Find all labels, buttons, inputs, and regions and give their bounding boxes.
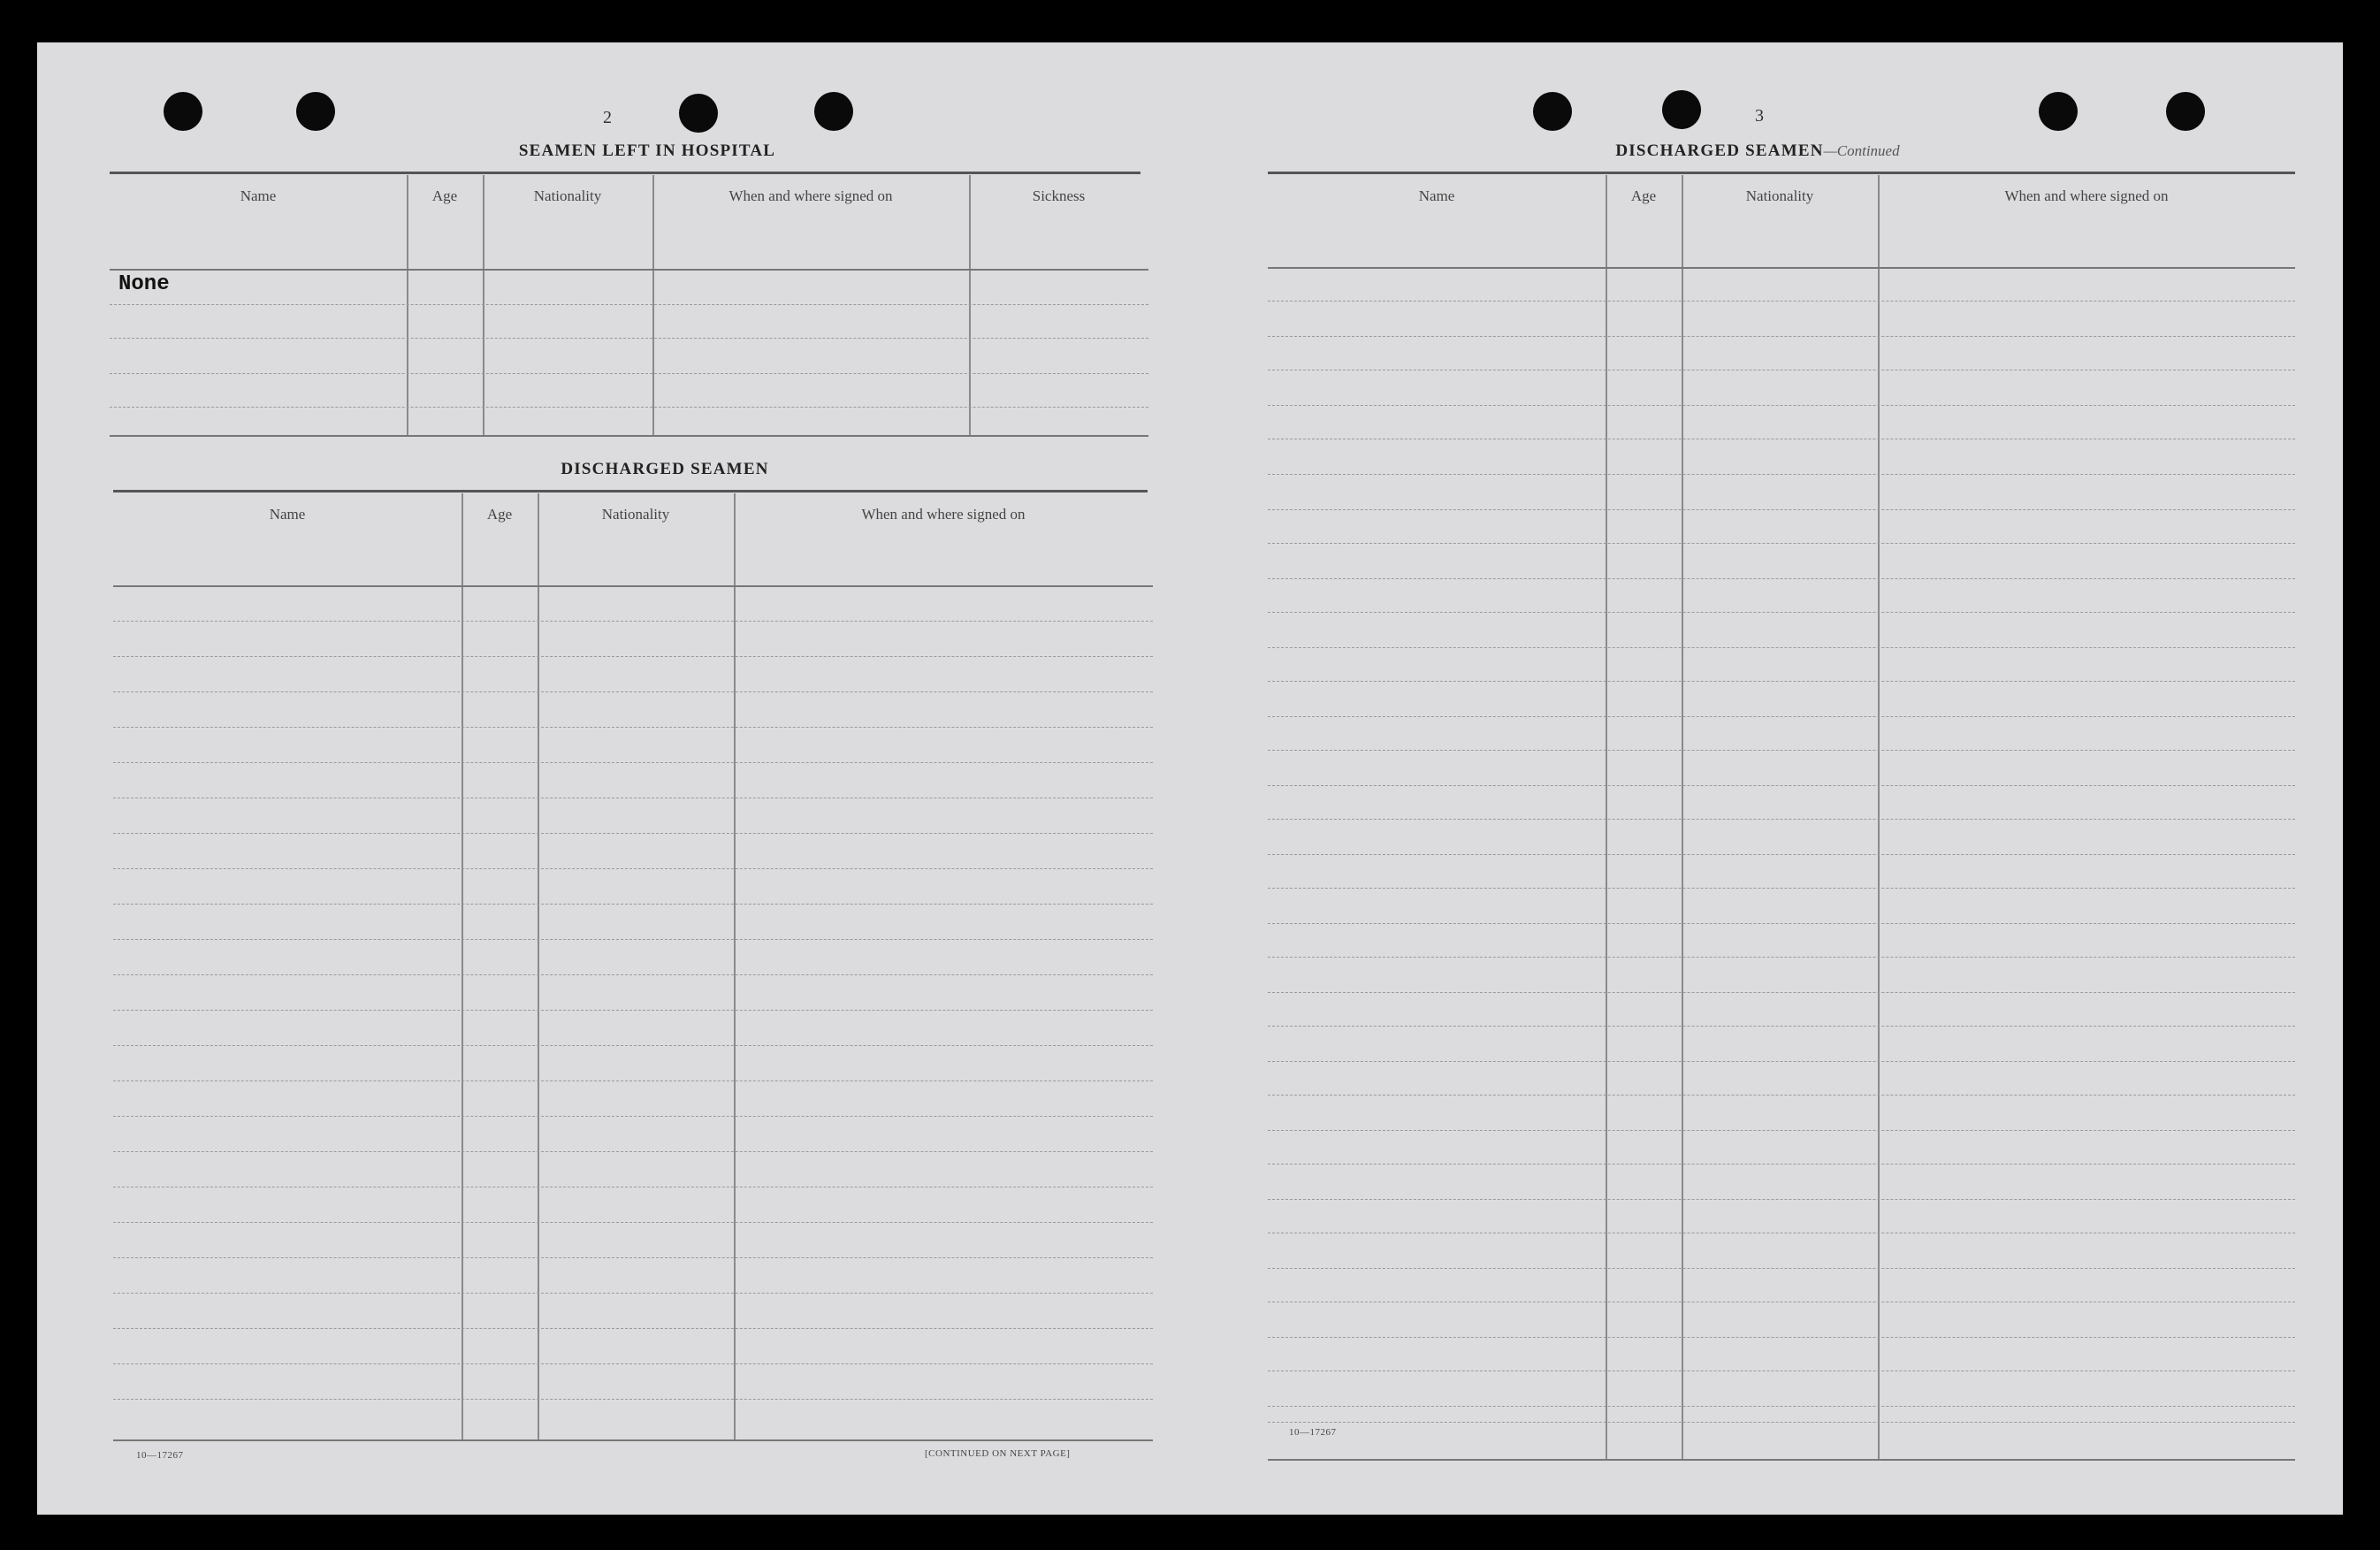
header-row-rule: [110, 269, 1148, 271]
binder-hole: [679, 94, 718, 133]
form-number-right: 10—17267: [1289, 1427, 1337, 1438]
page-number-right: 3: [1755, 106, 1764, 126]
column-divider: [969, 175, 971, 435]
binder-hole: [164, 92, 202, 131]
continued-suffix: —Continued: [1823, 142, 1900, 159]
table-row-line: [113, 1010, 1153, 1011]
table-row-line: [1268, 750, 2295, 751]
table-row-line: [1268, 992, 2295, 993]
column-divider: [1682, 175, 1683, 1459]
discharged-continued-title-text: DISCHARGED SEAMEN: [1615, 141, 1824, 160]
table-row-line: [113, 904, 1153, 905]
column-header-nationality: Nationality: [533, 187, 602, 204]
table-row-line: [1268, 1406, 2295, 1407]
table-row-line: [113, 1399, 1153, 1400]
table-row-line: [113, 868, 1153, 869]
column-divider: [734, 493, 736, 1439]
column-divider: [1878, 175, 1880, 1459]
table-row-line: [113, 1045, 1153, 1046]
column-header-nationality: Nationality: [601, 506, 670, 523]
table-row-line: [1268, 543, 2295, 544]
column-header-signed-on: When and where signed on: [861, 506, 1026, 523]
binder-hole: [1662, 90, 1701, 129]
discharged-top-rule: [113, 490, 1148, 492]
column-divider: [483, 175, 484, 435]
column-header-nationality: Nationality: [1745, 187, 1814, 204]
table-row-line: [1268, 785, 2295, 786]
hospital-entry-none: None: [118, 272, 170, 296]
table-row-line: [113, 1116, 1153, 1117]
table-row-line: [1268, 1061, 2295, 1062]
hospital-section-title: SEAMEN LEFT IN HOSPITAL: [518, 141, 776, 160]
table-row-line: [113, 1328, 1153, 1329]
discharged-table-left: [113, 493, 1153, 1484]
table-row-line: [1268, 612, 2295, 613]
page-number-left: 2: [603, 108, 612, 127]
table-row-line: [1268, 474, 2295, 475]
table-row-line: [1268, 509, 2295, 510]
discharged-table-right: [1268, 175, 2295, 1466]
column-header-signed-on: When and where signed on: [2004, 187, 2169, 204]
manifest-sheet: [37, 42, 2343, 1515]
table-row-line: [110, 373, 1148, 374]
table-row-line: [113, 691, 1153, 692]
table-row-line: [113, 1151, 1153, 1152]
table-row-line: [113, 762, 1153, 763]
table-row-line: [1268, 923, 2295, 924]
table-row-line: [113, 939, 1153, 940]
table-row-line: [110, 304, 1148, 305]
table-row-line: [1268, 854, 2295, 855]
column-divider: [462, 493, 463, 1439]
form-number-left: 10—17267: [136, 1450, 184, 1461]
column-header-name: Name: [269, 506, 306, 523]
binder-hole: [814, 92, 853, 131]
binder-hole: [1533, 92, 1572, 131]
table-bottom-rule: [1268, 1459, 2295, 1461]
table-row-line: [113, 727, 1153, 728]
column-header-name: Name: [240, 187, 277, 204]
table-row-line: [1268, 647, 2295, 648]
table-row-line: [113, 1293, 1153, 1294]
table-row-line: [113, 656, 1153, 657]
table-row-line: [113, 1363, 1153, 1364]
column-header-age: Age: [431, 187, 458, 204]
table-row-line: [1268, 819, 2295, 820]
binder-hole: [296, 92, 335, 131]
table-row-line: [1268, 336, 2295, 337]
binder-hole: [2039, 92, 2078, 131]
discharged-continued-top-rule: [1268, 172, 2295, 174]
continued-note: [CONTINUED ON NEXT PAGE]: [925, 1448, 1071, 1459]
table-row-line: [1268, 1268, 2295, 1269]
table-row-line: [1268, 1422, 2295, 1423]
column-header-age: Age: [1630, 187, 1657, 204]
table-row-line: [1268, 578, 2295, 579]
table-bottom-rule: [110, 435, 1148, 437]
table-row-line: [1268, 301, 2295, 302]
hospital-top-rule: [110, 172, 1140, 174]
hospital-table: [110, 175, 1148, 437]
binder-hole: [2166, 92, 2205, 131]
column-divider: [407, 175, 408, 435]
table-row-line: [1268, 957, 2295, 958]
table-row-line: [110, 338, 1148, 339]
column-header-sickness: Sickness: [1032, 187, 1086, 204]
table-row-line: [110, 407, 1148, 408]
table-row-line: [1268, 1095, 2295, 1096]
column-header-signed-on: When and where signed on: [728, 187, 893, 204]
table-row-line: [113, 1080, 1153, 1081]
table-row-line: [113, 833, 1153, 834]
column-header-age: Age: [486, 506, 513, 523]
discharged-continued-title: [1484, 141, 2032, 161]
column-divider: [538, 493, 539, 1439]
table-row-line: [1268, 1130, 2295, 1131]
table-row-line: [1268, 1337, 2295, 1338]
table-bottom-rule: [113, 1439, 1153, 1441]
column-divider: [1606, 175, 1607, 1459]
table-row-line: [113, 1257, 1153, 1258]
header-row-rule: [1268, 267, 2295, 269]
discharged-section-title: DISCHARGED SEAMEN: [561, 460, 769, 478]
table-row-line: [1268, 681, 2295, 682]
table-row-line: [1268, 716, 2295, 717]
table-row-line: [1268, 888, 2295, 889]
column-divider: [652, 175, 654, 435]
table-row-line: [113, 1222, 1153, 1223]
table-row-line: [113, 974, 1153, 975]
table-row-line: [1268, 1026, 2295, 1027]
header-row-rule: [113, 585, 1153, 587]
table-row-line: [113, 621, 1153, 622]
table-row-line: [1268, 405, 2295, 406]
table-row-line: [1268, 1199, 2295, 1200]
column-header-name: Name: [1418, 187, 1455, 204]
